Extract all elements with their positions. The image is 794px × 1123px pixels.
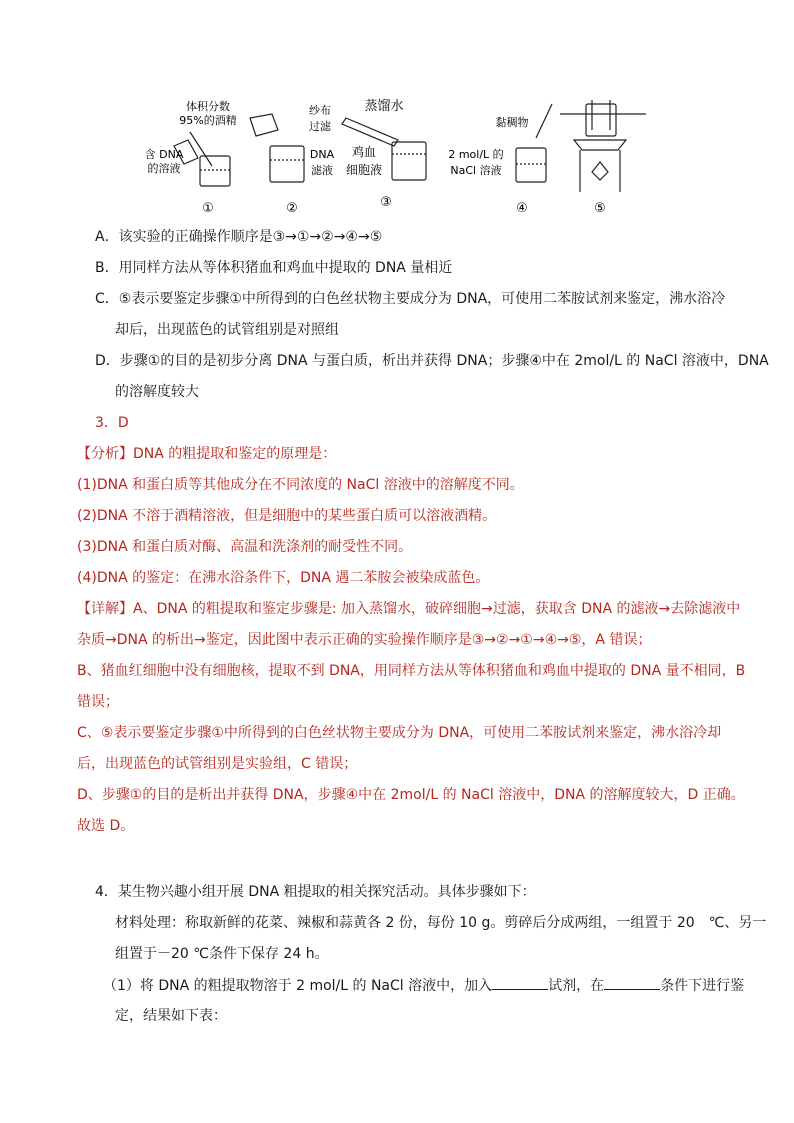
detail-d: D、步骤①的目的是析出并获得 DNA，步骤④中在 2mol/L 的 NaCl 溶液中，DNA 的溶解度较大，D 正确。	[77, 787, 745, 803]
s3-left-label: 鸡血	[351, 145, 377, 159]
s1-left-label: 含 DNA	[144, 148, 184, 161]
detail-b-cont: 错误；	[77, 694, 119, 710]
analysis-point-1: (1)DNA 和蛋白质等其他成分在不同浓度的 NaCl 溶液中的溶解度不同。	[77, 477, 524, 493]
option-c-cont: 却后，出现蓝色的试管组别是对照组	[115, 322, 339, 338]
detail-a: 【详解】A、DNA 的粗提取和鉴定步骤是: 加入蒸馏水，破碎细胞→过滤，获取含 DNA 的滤液→去除滤液中	[77, 601, 741, 617]
q4-sub1-part-a: （1）将 DNA 的粗提取物溶于 2 mol/L 的 NaCl 溶液中，加入	[103, 978, 493, 994]
step-5-number: ⑤	[594, 201, 606, 216]
step-4-number: ④	[516, 201, 528, 216]
detail-c-cont: 后，出现蓝色的试管组别是实验组，C 错误；	[77, 756, 358, 772]
s3-top-label: 蒸馏水	[364, 99, 404, 114]
experiment-diagram	[140, 96, 660, 220]
s4-left-label-2: NaCl 溶液	[450, 164, 502, 177]
option-a: A．该实验的正确操作顺序是③→①→②→④→⑤	[95, 229, 383, 245]
option-d-cont: 的溶解度较大	[115, 384, 199, 400]
answer-number: 3．D	[95, 415, 129, 431]
condition-blank[interactable]	[604, 975, 660, 990]
detail-a-cont: 杂质→DNA 的析出→鉴定，因此图中表示正确的实验操作顺序是③→②→①→④→⑤，A 错误；	[77, 632, 652, 648]
step5-apparatus	[560, 100, 646, 192]
q4-sub1-part-b: 试剂，在	[548, 978, 605, 994]
step-1-number: ①	[202, 201, 214, 216]
reagent-blank[interactable]	[492, 975, 548, 990]
s4-top-label: 黏稠物	[495, 116, 529, 129]
s1-top-label: 体积分数	[186, 100, 230, 113]
experiment-figure	[140, 96, 660, 220]
detail-b: B、猪血红细胞中没有细胞核，提取不到 DNA，用同样方法从等体积猪血和鸡血中提取的 DNA 量不相同，B	[77, 663, 746, 679]
s1-left-label-2: 的溶液	[147, 162, 181, 175]
q4-subquestion-1	[103, 975, 744, 996]
option-b: B．用同样方法从等体积猪血和鸡血中提取的 DNA 量相近	[95, 260, 453, 276]
s2-right-label-2: 滤液	[311, 164, 333, 177]
analysis-heading: 【分析】DNA 的粗提取和鉴定的原理是：	[77, 446, 337, 462]
step-2-number: ②	[286, 201, 298, 216]
s2-top-label: 纱布	[309, 104, 331, 117]
q4-material-line-2: 组置于－20 ℃条件下保存 24 h。	[115, 946, 329, 962]
option-c: C．⑤表示要鉴定步骤①中所得到的白色丝状物主要成分为 DNA，可使用二苯胺试剂来鉴定，沸水浴冷	[95, 291, 726, 307]
step-3-number: ③	[380, 195, 392, 210]
step2-apparatus	[250, 114, 304, 182]
s3-left-label-2: 细胞液	[345, 163, 383, 177]
analysis-point-3: (3)DNA 和蛋白质对酶、高温和洗涤剂的耐受性不同。	[77, 539, 413, 555]
s2-right-label: DNA	[309, 148, 335, 161]
s1-top-label-2: 95%的酒精	[179, 114, 237, 127]
option-d: D．步骤①的目的是初步分离 DNA 与蛋白质，析出并获得 DNA；步骤④中在 2mol/L 的 NaCl 溶液中，DNA	[95, 353, 769, 369]
detail-c: C、⑤表示要鉴定步骤①中所得到的白色丝状物主要成分为 DNA，可使用二苯胺试剂来鉴定，沸水浴冷却	[77, 725, 722, 741]
s2-top-label-2: 过滤	[309, 120, 331, 133]
final-choice: 故选 D。	[77, 818, 135, 834]
q4-subquestion-1-cont: 定，结果如下表：	[115, 1008, 227, 1024]
analysis-point-4: (4)DNA 的鉴定：在沸水浴条件下，DNA 遇二苯胺会被染成蓝色。	[77, 570, 490, 586]
q4-material-line-1: 材料处理：称取新鲜的花菜、辣椒和蒜黄各 2 份，每份 10 g。剪碎后分成两组，一组置于 20 ℃、另一	[115, 915, 767, 931]
s4-left-label: 2 mol/L 的	[448, 148, 504, 161]
analysis-point-2: (2)DNA 不溶于酒精溶液，但是细胞中的某些蛋白质可以溶液酒精。	[77, 508, 497, 524]
q4-sub1-part-c: 条件下进行鉴	[660, 978, 745, 994]
q4-stem: 4．某生物兴趣小组开展 DNA 粗提取的相关探究活动。具体步骤如下：	[95, 884, 536, 900]
